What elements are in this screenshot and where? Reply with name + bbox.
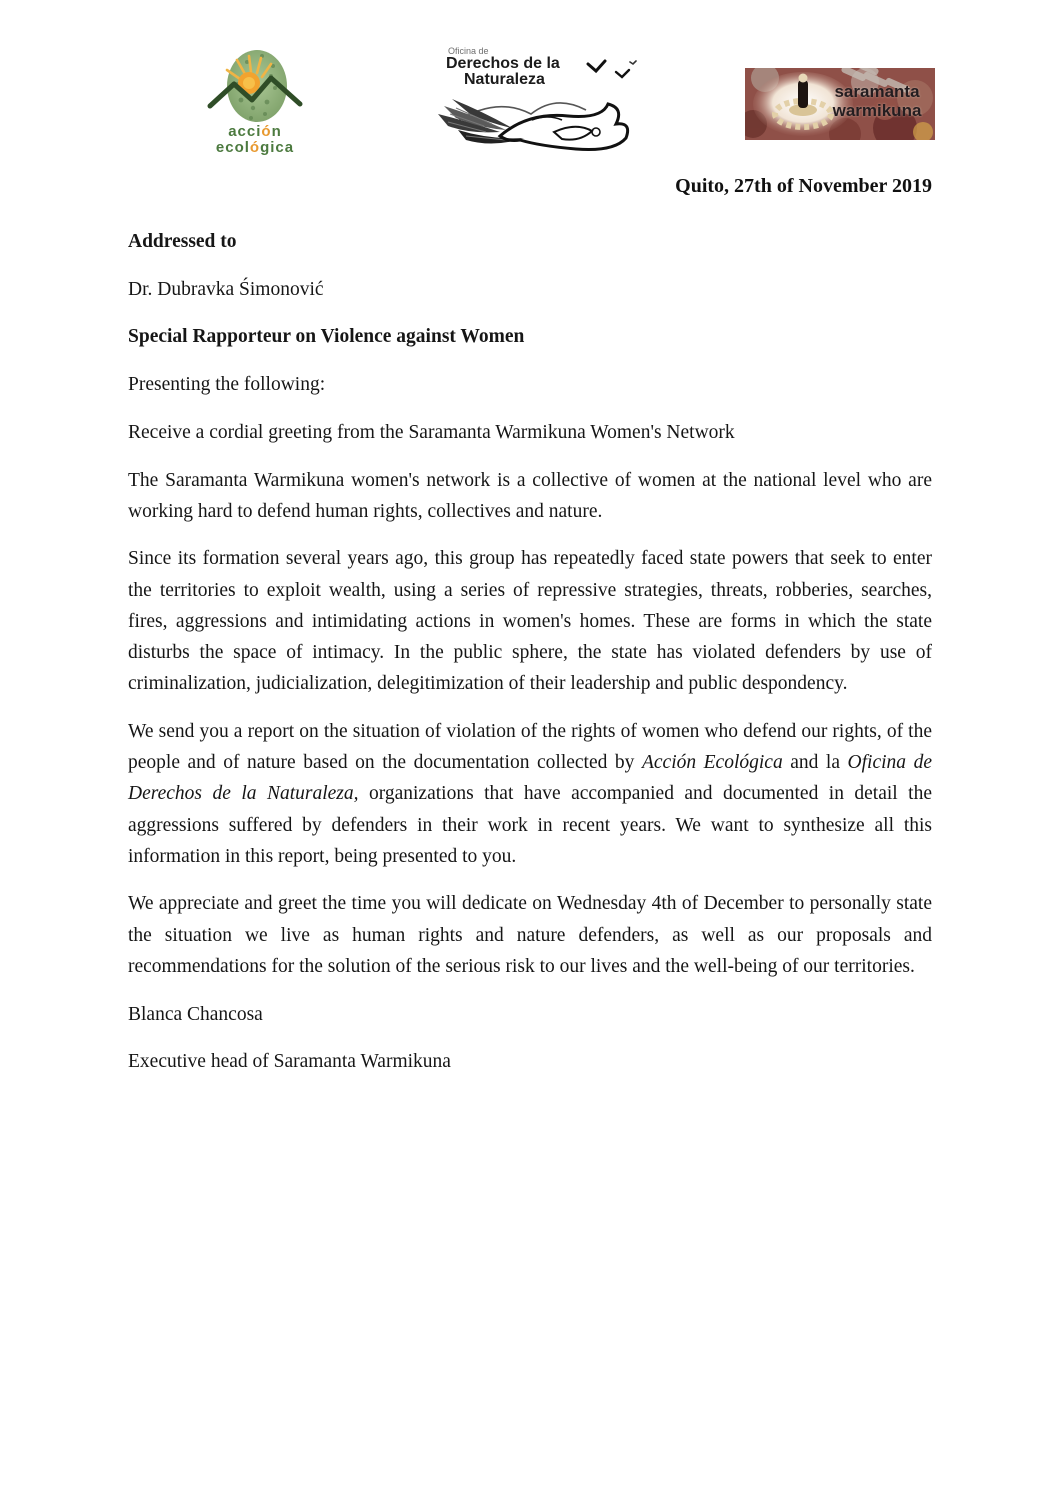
derechos-title-line2: Naturaleza [464,71,545,88]
signature-name: Blanca Chancosa [128,1003,263,1025]
oficina-mention: Oficina de Derechos de la Naturaleza, [128,752,932,805]
ecologica-line: ecológica [215,139,295,156]
saramanta-line: saramanta [834,82,920,101]
paragraph-formation: Since its formation several years ago, this group has repeatedly faced state powers that seek to enter the territories to exploit wealth, using a series of repressive strategies, threats, robberies, searches, fires, aggressions and intimidating actions in women's homes. These are forms in which the state disturbs the space of intimacy. In the public sphere, the state has violated defenders by use of criminalization, judicialization, delegitimization of their leadership and public despondency. [128,548,932,695]
accion-ecologica-wordmark [198,124,312,156]
paragraph-network: The Saramanta Warmikuna women's network is a collective of women at the national level who are working hard to defend human rights, collectives and nature. [128,469,932,522]
presenting-line: Presenting the following: [128,374,326,396]
saramanta-warmikuna-banner [745,68,935,140]
letter-body [128,226,932,1094]
accion-ecologica-logo [198,44,312,156]
accion-ecologica-mention: Acción Ecológica [641,752,783,774]
greeting-line: Receive a cordial greeting from the Saramanta Warmikuna Women's Network [128,421,735,443]
accion-line: acción [228,123,282,140]
accion-ecologica-icon [207,44,303,126]
date-line: Quito, 27th of November 2019 [675,175,932,197]
condor-wave-illustration [436,84,644,152]
warmikuna-line: warmikuna [832,101,922,120]
signature-title: Executive head of Saramanta Warmikuna [128,1051,451,1073]
addressed-to-heading: Addressed to [128,231,237,252]
derechos-title-line1: Derechos de la [446,55,560,72]
derechos-naturaleza-logo [436,46,644,152]
central-figure [798,80,808,108]
paragraph-report: We send you a report on the situation of violation of the rights of women who defend our rights, of the people and of nature based on the documentation collected by Acción Ecológica and la Oficina de Derechos de la Naturaleza, organizations that have accompanied and documented in detail the aggressions suffered by defenders in their work in recent years. We want to synthesize all this information in this report, being presented to you. [128,720,932,867]
recipient-title: Special Rapporteur on Violence against Women [128,326,525,348]
saramanta-wordmark [825,82,929,120]
oficina-de-label: Oficina de [448,46,489,56]
birds-icon [586,58,638,84]
recipient-name: Dr. Dubravka Śimonović [128,278,324,300]
paragraph-appreciate: We appreciate and greet the time you will dedicate on Wednesday 4th of December to personally state the situation we live as human rights and nature defenders, as well as our proposals and recommendations for the solution of the serious risk to our lives and the well-being of our territories. [128,893,932,977]
